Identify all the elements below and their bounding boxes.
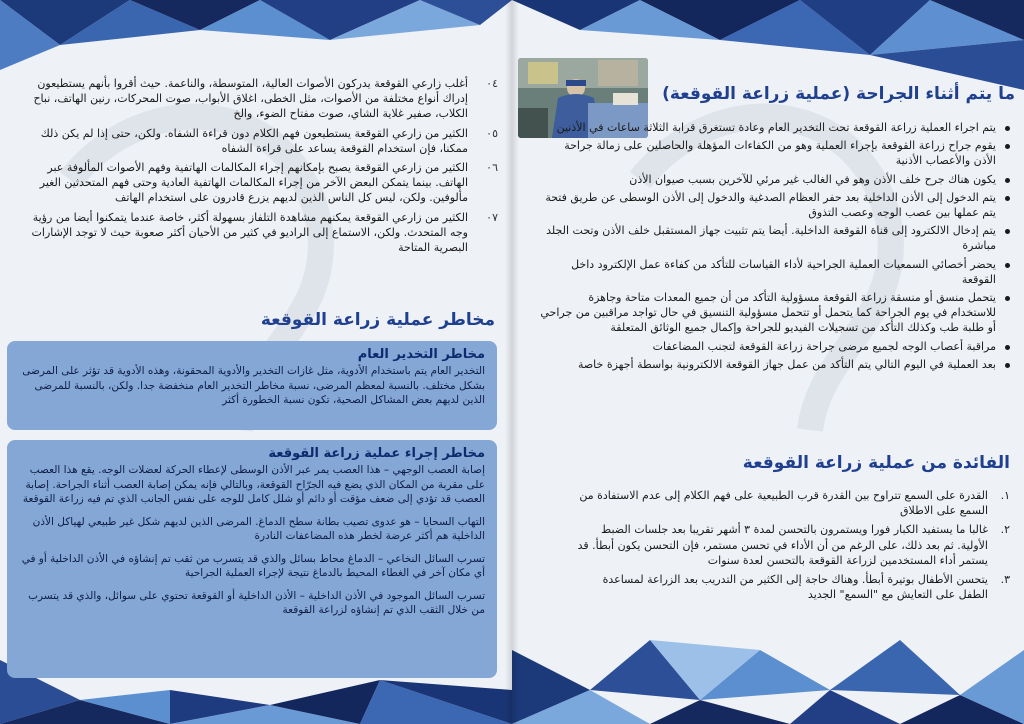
bullet-icon	[1005, 345, 1010, 350]
box-heading: مخاطر التخدير العام	[357, 347, 485, 362]
bullet-icon	[1005, 229, 1010, 234]
benefits-heading: الفائدة من عملية زراعة القوقعة	[742, 453, 1010, 473]
list-item: ١. القدرة على السمع تتراوح بين القدرة قرب الطبيعية على فهم الكلام إلى عدم الاستفادة من السمع على الاطلاق	[579, 489, 1010, 518]
list-item: ٠٥ الكثير من زارعي القوقعة يستطيعون فهم الكلام دون قراءة الشفاه. ولكن، حتى إذا لم يكن ذلك ممكنا، فإن استخدام القوقعة يساعد على قراءة الشفاه	[40, 126, 498, 155]
surgery-risk-box	[7, 440, 497, 678]
bullet-icon	[1005, 196, 1010, 201]
list-item: ٠٤ أغلب زارعي القوقعة يدركون الأصوات العالية، المتوسطة، والناعمة. حيث أقروا بأنهم يستطيعون إدراك أنواع مختلفة من الأصوات، مثل الخطى، اغلاق الأبواب، صوت المحركات، رنين الهاتف، نباح الكلاب، صفير غلاية الشاي، صوت مفتاح الضوء، والخ	[33, 77, 498, 121]
anesthesia-risk-box	[7, 341, 497, 430]
list-item: يتحمل منسق أو منسقة زراعة القوقعة مسؤولية التأكد من أن جميع المعدات متاحة وجاهزة للاستخدام في يوم الجراحة كما يتحمل أو تتحمل مسؤولية التنسيق في حال تواجد مراقبين من جراحي أو طلبة طب وكذلك التأكد من تسجيلات الفيديو للجراحة وإكمال جميع الوثائق المتعلقة	[540, 290, 1010, 336]
benefits-list	[570, 488, 1010, 606]
bullet-icon	[1005, 296, 1010, 301]
list-item: ٠٦ الكثير من زارعي القوقعة يصبح بإمكانهم إجراء المكالمات الهاتفية وفهم الأصوات المألوفة عبر الهاتف. بينما يتمكن البعض الآخر من إجراء المكالمات الهاتفية العادية وحتى فهم المتحدثين الغير مألوفين. ولكن، ليس كل الناس الذين لديهم يزرع قادرون على استخدام الهاتف	[39, 161, 498, 205]
numbered-benefits-continued	[28, 76, 498, 259]
list-item: يكون هناك جرح خلف الأذن وهو في الغالب غير مرئي للآخرين بسبب صيوان الأذن	[540, 172, 1010, 187]
list-item: يتم إدخال الالكترود إلى قناة القوقعة الداخلية. أيضا يتم تثبيت جهاز المستقبل خلف الأذن وتحت الجلد مباشرة	[540, 223, 1010, 253]
list-item: يحضر أخصائي السمعيات العملية الجراحية لأداء القياسات للتأكد من كفاءة عمل الإلكترود داخل القوقعة	[540, 257, 1010, 287]
bullet-icon	[1005, 126, 1010, 131]
box-paragraph: تسرب السائل الموجود في الأذن الداخلية – الأذن الداخلية أو القوقعة تحتوي على سوائل، والذي قد يتسرب من خلال الثقب الذي تم إنشاؤه لزراعة القوقعة	[28, 589, 485, 616]
list-item: بعد العملية في اليوم التالي يتم التأكد من عمل جهاز القوقعة الالكترونية بواسطة أجهزة خاصة	[540, 357, 1010, 372]
bullet-icon	[1005, 144, 1010, 149]
list-item: يتم اجراء العملية زراعة القوقعة تحت التخدير العام وعادة تستغرق قرابة الثلاثة ساعات في الأذنين	[540, 120, 1010, 135]
risks-heading: مخاطر عملية زراعة القوقعة	[260, 310, 495, 330]
bullet-icon	[1005, 178, 1010, 183]
surgery-heading: ما يتم أثناء الجراحة (عملية زراعة القوقعة)	[662, 84, 1015, 104]
list-item: ٣. يتحسن الأطفال بوتيرة أبطأ. وهناك حاجة إلى الكثير من التدريب بعد الزراعة لمساعدة الطفل على التعايش مع "السمع" الجديد	[602, 573, 1010, 602]
list-item: ٠٧ الكثير من زارعي القوقعة يمكنهم مشاهدة التلفاز بسهولة أكثر، خاصة عندما يتمكنوا أيضا من رؤية وجه المتحدث. ولكن، الاستماع إلى الراديو في كثير من الأحيان أكثر صعوبة حيث لا توجد الإشارات البصرية المتاحة	[31, 210, 498, 255]
box-paragraph: التهاب السحايا – هو عدوى تصيب بطانة سطح الدماغ. المرضى الذين لديهم شكل غير طبيعي لهياكل الأذن الداخلية هم أكثر عرضة لخطر هذه المضاعفات النادرة	[32, 515, 485, 542]
bullet-icon	[1005, 363, 1010, 368]
list-item: ٢. غالبا ما يستفيد الكبار فورا ويستمرون بالتحسن لمدة ٣ أشهر تقريبا بعد جلسات الضبط الأولية. ثم بعد ذلك، على الرغم من أن الأداء في تحسن مستمر، فإن التحسن يكون أبطأ. قد يستمر أداء المستخدمين لزراعة القوقعة بالتحسن لعدة سنوات	[577, 523, 1010, 567]
bullet-icon	[1005, 263, 1010, 268]
box-paragraph: إصابة العصب الوجهي – هذا العصب يمر عبر الأذن الوسطى لإعطاء الحركة لعضلات الوجه. يقع هذا العصب على مقربة من المكان الذي يضع فيه الجرّاح القوقعة، وبالتالي فإنه يمكن إصابة العصب أثناء الجراحة. إصابة العصب قد تؤدي إلى ضعف مؤقت أو دائم أو شلل كامل للوجه على نفس الجانب الذي تم فيه زراعة القوقعة	[22, 464, 485, 505]
surgery-steps-list	[540, 120, 1010, 375]
box-paragraph: تسرب السائل النخاعي – الدماغ محاط بسائل والذي قد يتسرب من ثقب تم إنشاؤه في الأذن الداخلية أو في أي مكان آخر في الغطاء المحيط بالدماغ نتيجة لإجراء العملية الجراحية	[21, 552, 485, 579]
box-heading: مخاطر إجراء عملية زراعة القوقعة	[268, 446, 485, 461]
list-item: يقوم جراح زراعة القوقعة بإجراء العملية وهو من الكفاءات المؤهلة والحاصلين على زمالة جراحة الأذن والأعصاب الأذنية	[540, 138, 1010, 168]
list-item: يتم الدخول إلى الأذن الداخلية بعد حفر العظام الصدغية والدخول إلى الأذن الوسطى عن طريق فتحة يتم عملها بين عصب الوجه وعصب التذوق	[540, 190, 1010, 220]
box-text: التخدير العام يتم باستخدام الأدوية، مثل غازات التخدير والأدوية المحقونة، وهذه الأدوية قد تؤثر على المرضى بشكل مختلف. بالنسبة لمعظم المرضى، نسبة مخاطر التخدير العام منخفضة جدا. ولكن، بالنسبة للمرضى الذين لديهم بعض المشاكل الصحية، تكون نسبة الخطورة أكثر	[22, 365, 485, 406]
list-item: مراقبة أعصاب الوجه لجميع مرضى جراحة زراعة القوقعة لتجنب المضاعفات	[540, 339, 1010, 354]
